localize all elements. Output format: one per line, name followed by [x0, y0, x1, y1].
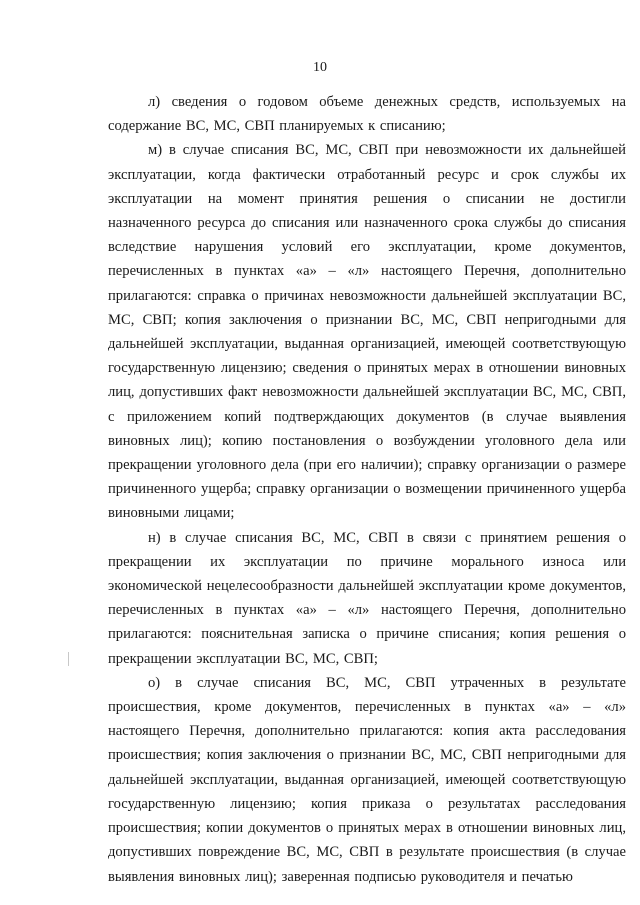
- paragraph-n: н) в случае списания ВС, МС, СВП в связи с принятием решения о прекращении их эксплуатации по причине морального износа или экономической нецелесообразности дальнейшей эксплуатации кроме документов, перечисленных в пунктах «а» – «л» настоящего Перечня, дополнительно прилагаются: пояснительная записка о причине списания; копия решения о прекращении эксплуатации ВС, МС, СВП;: [108, 529, 626, 667]
- page-number: 10: [313, 60, 327, 75]
- paragraph-o: о) в случае списания ВС, МС, СВП утраченных в результате происшествия, кроме документов, перечисленных в пунктах «а» – «л» настоящего Перечня, дополнительно прилагаются: копия акта расследования происшествия; копия заключения о признании ВС, МС, СВП непригодными для дальнейшей эксплуатации, выданная организацией, имеющей соответствующую государственную лицензию; копия приказа о результатах расследования происшествия; копии документов о принятых мерах в отношении виновных лиц, допустивших повреждение ВС, МС, СВП в результате происшествия (в случае выявления виновных лиц); заверенная подписью руководителя и печатью: [108, 674, 626, 885]
- document-body: [108, 90, 626, 889]
- margin-mark: [68, 652, 69, 666]
- paragraph-l: л) сведения о годовом объеме денежных средств, используемых на содержание ВС, МС, СВП планируемых к списанию;: [108, 94, 626, 135]
- paragraph-m: м) в случае списания ВС, МС, СВП при невозможности их дальнейшей эксплуатации, когда фактически отработанный ресурс и срок службы их эксплуатации на момент принятия решения о списании не достигли назначенного ресурса до списания или назначенного срока службы до списания вследствие нарушения условий его эксплуатации, кроме документов, перечисленных в пунктах «а» – «л» настоящего Перечня, дополнительно прилагаются: справка о причинах невозможности дальнейшей эксплуатации ВС, МС, СВП; копия заключения о признании ВС, МС, СВП непригодными для дальнейшей эксплуатации, выданная организацией, имеющей соответствующую государственную лицензию; сведения о принятых мерах в отношении виновных лиц, допустивших факт невозможности дальнейшей эксплуатации ВС, МС, СВП, с приложением копий подтверждающих документов (в случае выявления виновных лиц); копию постановления о возбуждении уголовного дела или прекращении уголовного дела (при его наличии); справку организации о размере причиненного ущерба; справку организации о возмещении причиненного ущерба виновными лицами;: [108, 142, 626, 522]
